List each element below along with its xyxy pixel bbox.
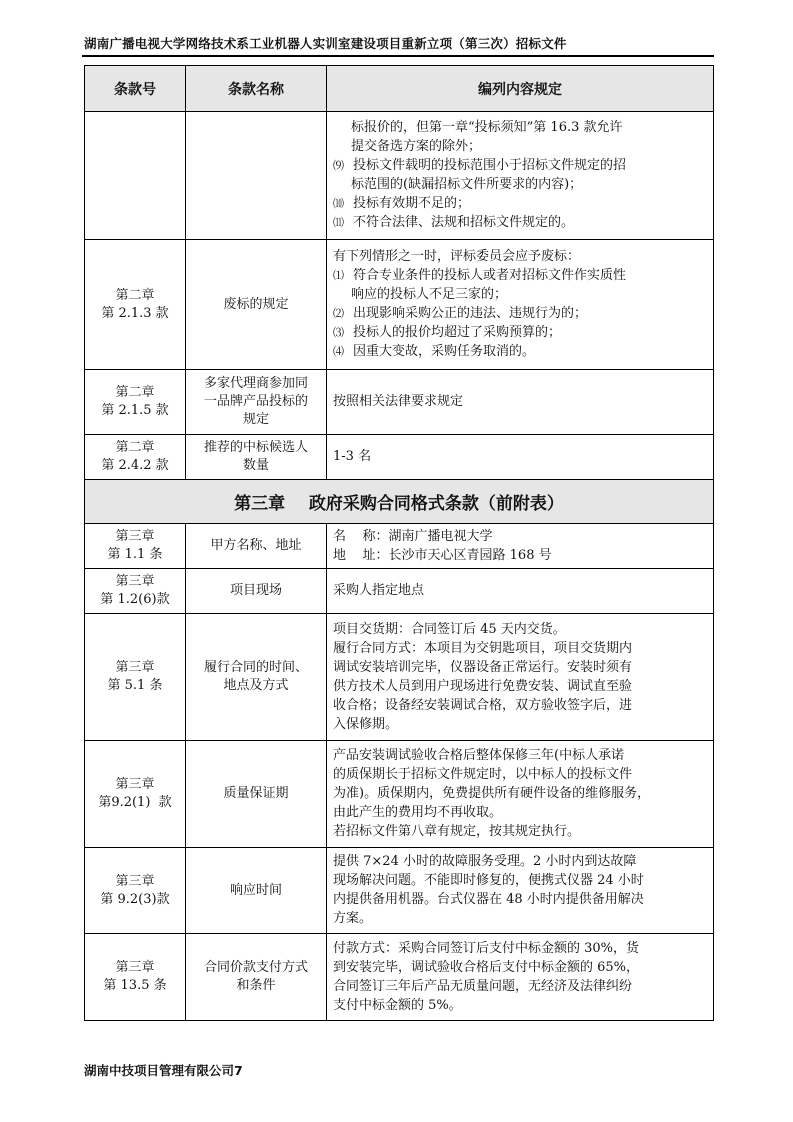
clause-name-cell bbox=[186, 112, 327, 240]
content-cell: 1-3 名 bbox=[327, 435, 714, 480]
content-line: 的质保期长于招标文件规定时，以中标人的投标文件 bbox=[333, 767, 633, 782]
content-line: 履行合同方式：本项目为交钥匙项目，项目交货期内 bbox=[333, 640, 633, 656]
table-row bbox=[85, 240, 714, 370]
content-line: 项目交货期：合同签订后 45 天内交货。 bbox=[333, 621, 566, 637]
content-cell bbox=[327, 848, 714, 934]
item-number: ⑴ bbox=[333, 269, 344, 282]
clause-no-cell bbox=[85, 370, 186, 435]
clause-no-cell bbox=[85, 848, 186, 934]
clause-name-cell: 质量保证期 bbox=[186, 741, 327, 848]
content-cell: 采购人指定地点 bbox=[327, 569, 714, 614]
content-line: 收合格；设备经安装调试合格，双方验收签字后，进 bbox=[333, 697, 633, 713]
table-row bbox=[85, 112, 714, 240]
content-line: 标报价的，但第一章“投标须知”第 16.3 款允许 bbox=[351, 120, 623, 135]
list-item bbox=[333, 304, 709, 323]
content-line: 标范围的(缺漏招标文件所要求的内容)； bbox=[351, 177, 583, 192]
content-line: 方案。 bbox=[333, 911, 373, 926]
list-item bbox=[333, 156, 709, 175]
chapter-label: 第三章 bbox=[115, 529, 155, 544]
chapter-label: 第二章 bbox=[115, 440, 155, 455]
table-row bbox=[85, 435, 714, 480]
table-row bbox=[85, 569, 714, 614]
table-row bbox=[85, 741, 714, 848]
clause-no-cell bbox=[85, 569, 186, 614]
footer-company: 湖南中技项目管理有限公司 bbox=[84, 1063, 235, 1078]
content-cell bbox=[327, 112, 714, 240]
chapter-label: 第三章 bbox=[115, 873, 155, 889]
content-line: 若招标文件第八章有规定，按其规定执行。 bbox=[333, 824, 581, 839]
clause-label: 第 2.4.2 款 bbox=[101, 458, 169, 473]
chapter-label: 第三章 bbox=[115, 960, 155, 975]
page-header-title: 湖南广播电视大学网络技术系工业机器人实训室建设项目重新立项（第三次）招标文件 bbox=[84, 36, 567, 51]
clause-name-cell bbox=[186, 934, 327, 1021]
content-cell bbox=[327, 741, 714, 848]
clause-name-cell bbox=[186, 614, 327, 741]
item-text: 投标人的报价均超过了采购预算的； bbox=[353, 325, 562, 340]
clause-label: 第 2.1.3 款 bbox=[101, 305, 169, 321]
list-item bbox=[333, 213, 709, 232]
clause-no-cell bbox=[85, 934, 186, 1021]
clause-label: 第9.2(1) 款 bbox=[98, 795, 172, 810]
item-text: 投标有效期不足的； bbox=[353, 196, 471, 211]
clause-no-cell bbox=[85, 524, 186, 569]
clause-no-cell bbox=[85, 614, 186, 741]
clause-label: 第 1.1 条 bbox=[107, 547, 163, 562]
page-footer bbox=[84, 1061, 243, 1079]
item-text: 因重大变故，采购任务取消的。 bbox=[353, 344, 536, 359]
content-line: 合同签订三年后产品无质量问题，无经济及法律纠纷 bbox=[333, 978, 633, 994]
page-number: 7 bbox=[234, 1063, 243, 1078]
content-cell bbox=[327, 240, 714, 370]
item-number: ⑵ bbox=[333, 307, 344, 320]
content-line: 为准)。质保期内，免费提供所有硬件设备的维修服务， bbox=[333, 786, 651, 801]
clause-name-line: 推荐的中标候选人 bbox=[203, 440, 308, 455]
list-item bbox=[333, 342, 709, 361]
list-item bbox=[333, 323, 709, 342]
table-row bbox=[85, 524, 714, 569]
content-cell bbox=[327, 614, 714, 741]
clause-name-cell: 项目现场 bbox=[186, 569, 327, 614]
clause-name-line: 数量 bbox=[242, 458, 269, 473]
chapter-label: 第二章 bbox=[115, 287, 155, 303]
clause-label: 第 13.5 条 bbox=[103, 978, 167, 993]
clause-table bbox=[84, 65, 714, 1021]
item-text: 出现影响采购公正的违法、违规行为的； bbox=[353, 306, 588, 321]
clause-no-cell bbox=[85, 112, 186, 240]
clause-name-cell: 废标的规定 bbox=[186, 240, 327, 370]
content-line: 现场解决问题。不能即时修复的，便携式仪器 24 小时 bbox=[333, 873, 644, 888]
list-item bbox=[333, 194, 709, 213]
clause-name-line: 履行合同的时间、 bbox=[203, 660, 308, 675]
clause-name-line: 多家代理商参加同 bbox=[203, 376, 308, 391]
col-header-content: 编列内容规定 bbox=[327, 66, 714, 112]
chapter-label: 第三章 bbox=[115, 777, 155, 792]
item-number: ⑾ bbox=[333, 216, 344, 229]
item-number: ⑷ bbox=[333, 345, 344, 358]
content-line: 内提供备用机器。台式仪器在 48 小时内提供备用解决 bbox=[333, 892, 644, 907]
content-cell: 按照相关法律要求规定 bbox=[327, 370, 714, 435]
col-header-clause-name: 条款名称 bbox=[186, 66, 327, 112]
chapter-label: 第三章 bbox=[115, 660, 155, 675]
content-line: 付款方式：采购合同签订后支付中标金额的 30%，货 bbox=[333, 940, 640, 956]
header-divider bbox=[82, 55, 714, 57]
content-cell bbox=[327, 524, 714, 569]
section-row bbox=[85, 480, 714, 524]
content-line: 供方技术人员到用户现场进行免费安装、调试直至验 bbox=[333, 678, 633, 694]
content-line: 地 址：长沙市天心区青园路 168 号 bbox=[333, 547, 552, 563]
content-line: 提交备选方案的除外； bbox=[351, 139, 482, 154]
item-text: 符合专业条件的投标人或者对招标文件作实质性 bbox=[353, 268, 627, 283]
clause-label: 第 9.2(3)款 bbox=[100, 891, 170, 907]
table-row bbox=[85, 614, 714, 741]
content-line: 响应的投标人不足三家的； bbox=[351, 287, 508, 302]
table-row bbox=[85, 848, 714, 934]
content-line: 产品安装调试验收合格后整体保修三年(中标人承诺 bbox=[333, 748, 625, 763]
clause-label: 第 5.1 条 bbox=[107, 678, 163, 693]
content-line: 入保修期。 bbox=[333, 716, 399, 732]
content-line: 调试安装培训完毕，仪器设备正常运行。安装时须有 bbox=[333, 659, 633, 675]
table-header-row bbox=[85, 66, 714, 112]
clause-name-cell: 甲方名称、地址 bbox=[186, 524, 327, 569]
clause-name-line: 规定 bbox=[242, 412, 269, 427]
clause-label: 第 1.2(6)款 bbox=[100, 592, 170, 607]
clause-no-cell bbox=[85, 741, 186, 848]
clause-name-line: 和条件 bbox=[236, 978, 276, 993]
clause-name-cell bbox=[186, 435, 327, 480]
clause-name-cell bbox=[186, 370, 327, 435]
section-title: 第三章 政府采购合同格式条款（前附表） bbox=[85, 480, 714, 524]
clause-name-line: 合同价款支付方式 bbox=[203, 960, 308, 975]
clause-no-cell bbox=[85, 240, 186, 370]
item-number: ⑶ bbox=[333, 326, 344, 339]
clause-no-cell bbox=[85, 435, 186, 480]
content-cell bbox=[327, 934, 714, 1021]
content-line: 有下列情形之一时，评标委员会应予废标： bbox=[333, 249, 581, 264]
clause-label: 第 2.1.5 款 bbox=[101, 403, 169, 418]
col-header-clause-no: 条款号 bbox=[85, 66, 186, 112]
item-number: ⑼ bbox=[333, 159, 344, 172]
item-text: 不符合法律、法规和招标文件规定的。 bbox=[353, 215, 575, 230]
table-row bbox=[85, 370, 714, 435]
chapter-label: 第三章 bbox=[115, 574, 155, 589]
content-line: 名 称：湖南广播电视大学 bbox=[333, 528, 493, 544]
content-line: 由此产生的费用均不再收取。 bbox=[333, 805, 503, 820]
content-line: 到安装完毕，调试验收合格后支付中标金额的 65%， bbox=[333, 959, 640, 975]
item-text: 投标文件载明的投标范围小于招标文件规定的招 bbox=[353, 158, 627, 173]
list-item bbox=[333, 266, 709, 285]
content-line: 支付中标金额的 5%。 bbox=[333, 997, 462, 1013]
clause-name-line: 地点及方式 bbox=[223, 678, 289, 693]
content-line: 提供 7×24 小时的故障服务受理。2 小时内到达故障 bbox=[333, 854, 637, 869]
item-number: ⑽ bbox=[333, 197, 344, 210]
table-row bbox=[85, 934, 714, 1021]
clause-name-cell: 响应时间 bbox=[186, 848, 327, 934]
chapter-label: 第二章 bbox=[115, 385, 155, 400]
clause-name-line: 一品牌产品投标的 bbox=[203, 394, 308, 409]
